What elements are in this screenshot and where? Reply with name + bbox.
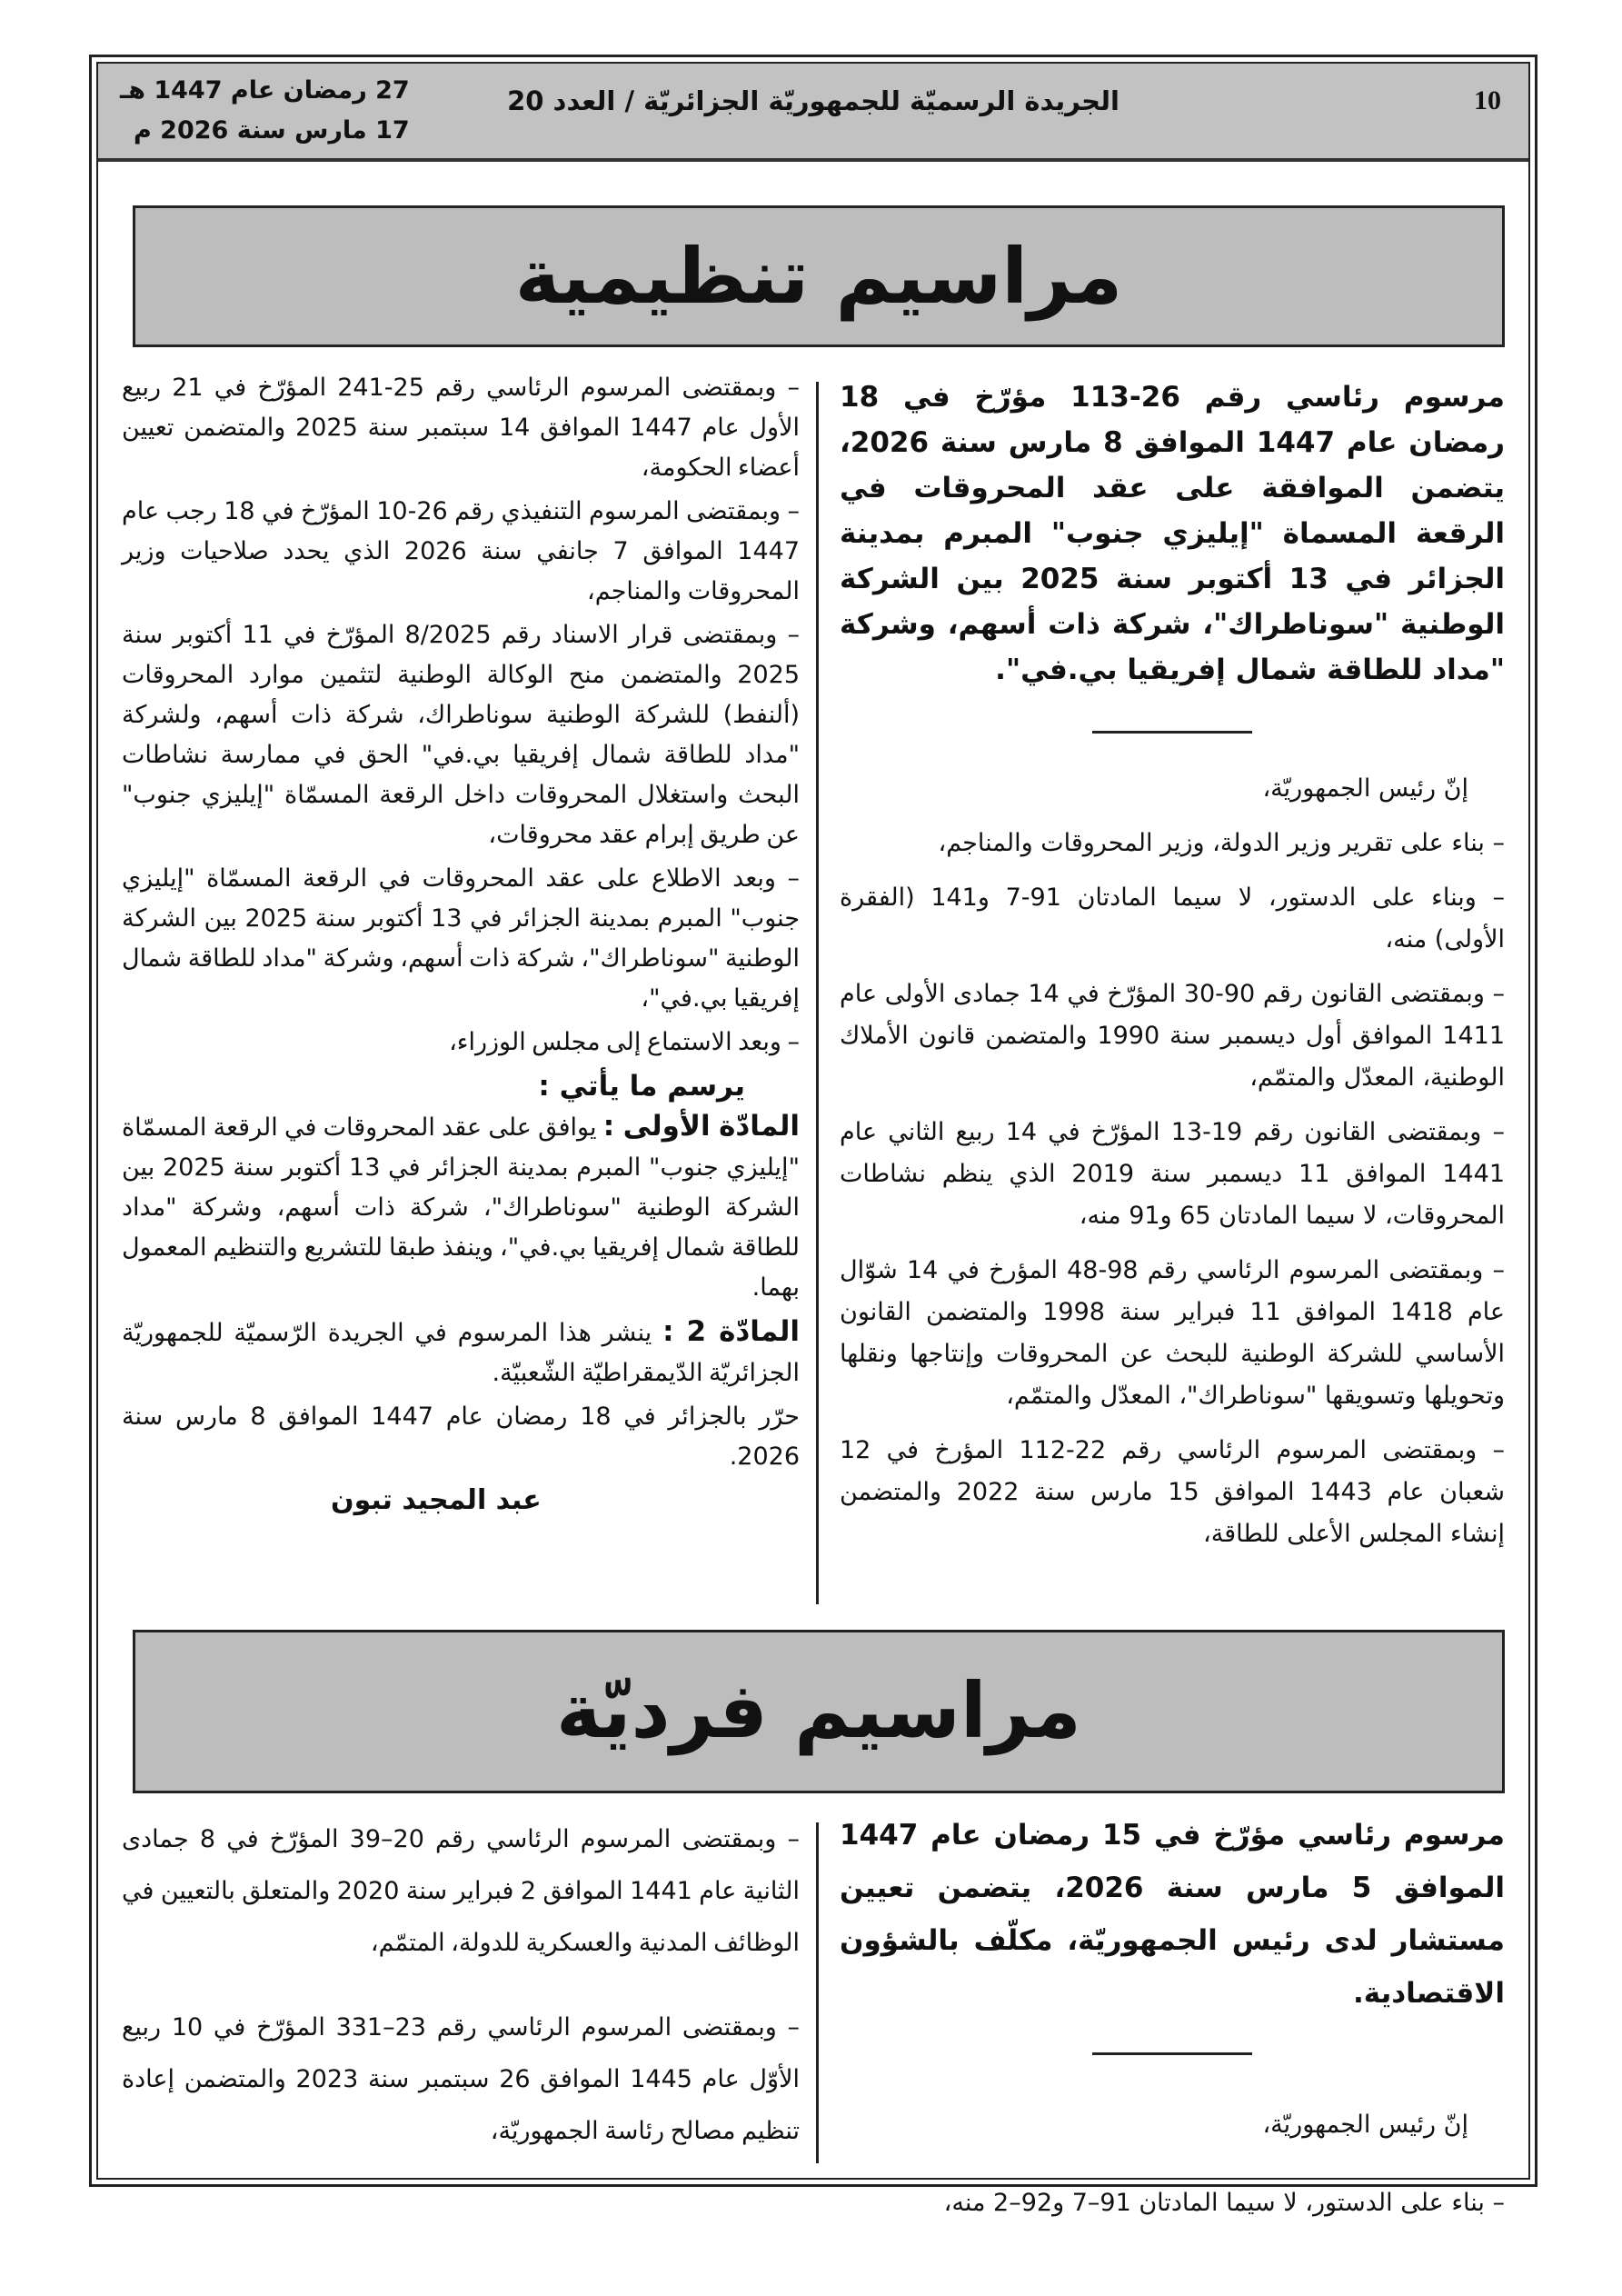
page-number: 10 <box>1474 85 1501 115</box>
separator-line <box>1092 731 1252 734</box>
article-1-title: المادّة الأولى : <box>602 1110 800 1143</box>
section1-right-column <box>840 374 1505 1568</box>
article-2-title: المادّة 2 : <box>662 1315 800 1348</box>
paragraph: – وبمقتضى المرسوم الرئاسي رقم 98-48 المؤرخ في 14 شوّال عام 1418 الموافق 11 فبراير سنة 1998 والمتضمن القانون الأساسي للشركة الوطنية للبحث عن المحروقات وإنتاجها ونقلها وتحويلها وتسويقها "سوناطراك"، المعدّل والمتمّم، <box>840 1256 1506 1410</box>
paragraph: – بناء على تقرير وزير الدولة، وزير المحروقات والمناجم، <box>938 829 1505 857</box>
paragraph: إنّ رئيس الجمهوريّة، <box>1262 774 1468 803</box>
issue-date <box>120 71 410 151</box>
paragraph: – وبمقتضى المرسوم الرئاسي رقم 25-241 المؤرّخ في 21 ربيع الأول عام 1447 الموافق 14 سبتمبر سنة 2025 والمتضمن تعيين أعضاء الحكومة، <box>122 374 800 482</box>
article-2 <box>122 1312 800 1393</box>
column-divider <box>816 1822 819 2163</box>
decree-heading: مرسوم رئاسي رقم 26-113 مؤرّخ في 18 رمضان عام 1447 الموافق 8 مارس سنة 2026، يتضمن الموافقة على عقد المحروقات في الرقعة المسماة "إيليزي جنوب" المبرم بمدينة الجزائر في 13 أكتوبر سنة 2025 بين الشركة الوطنية "سوناطراك"، شركة ذات أسهم، وشركة "مداد للطاقة شمال إفريقيا بي.في". <box>840 381 1505 686</box>
decree-heading: مرسوم رئاسي مؤرّخ في 15 رمضان عام 1447 الموافق 5 مارس سنة 2026، يتضمن تعيين مستشار لدى رئيس الجمهوريّة، مكلّف بالشؤون الاقتصادية. <box>840 1819 1505 2010</box>
signature-name: عبد المجيد تبون <box>331 1484 542 1516</box>
paragraph: – وبناء على الدستور، لا سيما المادتان 91-7 و141 (الفقرة الأولى) منه، <box>840 883 1505 953</box>
decrees-label: يرسم ما يأتي : <box>538 1070 745 1103</box>
article-1 <box>122 1106 800 1308</box>
date-hijri: 27 رمضان عام 1447 هـ <box>120 76 410 105</box>
section-title-regulatory-decrees: مراسيم تنظيمية <box>133 205 1505 347</box>
paragraph: إنّ رئيس الجمهوريّة، <box>1262 2111 1468 2139</box>
paragraph: – وبمقتضى المرسوم الرئاسي رقم 20–39 المؤرّخ في 8 جمادى الثانية عام 1441 الموافق 2 فبراير سنة 2020 والمتعلق بالتعيين في الوظائف المدنية والعسكرية للدولة، المتمّم، <box>122 1825 800 1957</box>
paragraph: – وبمقتضى المرسوم التنفيذي رقم 26-10 المؤرّخ في 18 رجب عام 1447 الموافق 7 جانفي سنة 2026 الذي يحدد صلاحيات وزير المحروقات والمناجم، <box>122 497 800 605</box>
paragraph: – وبمقتضى القانون رقم 19-13 المؤرّخ في 14 ربيع الثاني عام 1441 الموافق 11 ديسمبر سنة 2019 الذي ينظم نشاطات المحروقات، لا سيما المادتان 65 و91 منه، <box>840 1118 1505 1230</box>
paragraph: – وبعد الاستماع إلى مجلس الوزراء، <box>449 1028 800 1056</box>
separator-line <box>1092 2052 1252 2055</box>
paragraph: – بناء على الدستور، لا سيما المادتان 91–7 و92–2 منه، <box>943 2189 1505 2217</box>
section1-left-column <box>122 368 800 1519</box>
section2-right-column <box>840 1809 1505 2237</box>
article-1-text: يوافق على عقد المحروقات في الرقعة المسمّاة "إيليزي جنوب" المبرم بمدينة الجزائر في 13 أكتوبر سنة 2025 بين الشركة الوطنية "سوناطراك"، شركة ذات أسهم، وشركة "مداد للطاقة شمال إفريقيا بي.في"، وينفذ طبقا للتشريع والتنظيم المعمول بهما. <box>122 1113 800 1302</box>
gazette-title: الجريدة الرسميّة للجمهوريّة الجزائريّة / العدد 20 <box>507 85 1119 116</box>
paragraph: – وبمقتضى القانون رقم 90-30 المؤرّخ في 14 جمادى الأولى عام 1411 الموافق أول ديسمبر سنة 1990 والمتضمن قانون الأملاك الوطنية، المعدّل والمتمّم، <box>840 980 1505 1092</box>
section2-left-column <box>122 1813 800 2161</box>
paragraph: – وبمقتضى المرسوم الرئاسي رقم 23–331 المؤرّخ في 10 ربيع الأوّل عام 1445 الموافق 26 سبتمبر سنة 2023 والمتضمن إعادة تنظيم مصالح رئاسة الجمهوريّة، <box>122 2013 800 2145</box>
date-gregorian: 17 مارس سنة 2026 م <box>133 116 410 145</box>
paragraph: – وبمقتضى قرار الاسناد رقم 8/2025 المؤرّخ في 11 أكتوبر سنة 2025 والمتضمن منح الوكالة الوطنية لتثمين موارد المحروقات (ألنفط) للشركة الوطنية سوناطراك، شركة ذات أسهم، ولشركة "مداد للطاقة شمال إفريقيا بي.في" الحق في ممارسة نشاطات البحث واستغلال المحروقات داخل الرقعة المسمّاة "إيليزي جنوب" عن طريق إبرام عقد محروقات، <box>122 621 800 849</box>
done-at: حرّر بالجزائر في 18 رمضان عام 1447 الموافق 8 مارس سنة 2026. <box>122 1403 800 1471</box>
column-divider <box>816 382 819 1604</box>
paragraph: – وبعد الاطلاع على عقد المحروقات في الرقعة المسمّاة "إيليزي جنوب" المبرم بمدينة الجزائر في 13 أكتوبر سنة 2025 بين الشركة الوطنية "سوناطراك"، شركة ذات أسهم، وشركة "مداد للطاقة شمال إفريقيا بي.في"، <box>122 864 801 1013</box>
paragraph: – وبمقتضى المرسوم الرئاسي رقم 22-112 المؤرخ في 12 شعبان عام 1443 الموافق 15 مارس سنة 2022 والمتضمن إنشاء المجلس الأعلى للطاقة، <box>840 1436 1505 1548</box>
article-2-text: ينشر هذا المرسوم في الجريدة الرّسميّة للجمهوريّة الجزائريّة الدّيمقراطيّة الشّعبيّة. <box>122 1319 800 1387</box>
section-title-individual-decrees: مراسيم فرديّة <box>133 1630 1505 1793</box>
page-header <box>98 64 1528 162</box>
